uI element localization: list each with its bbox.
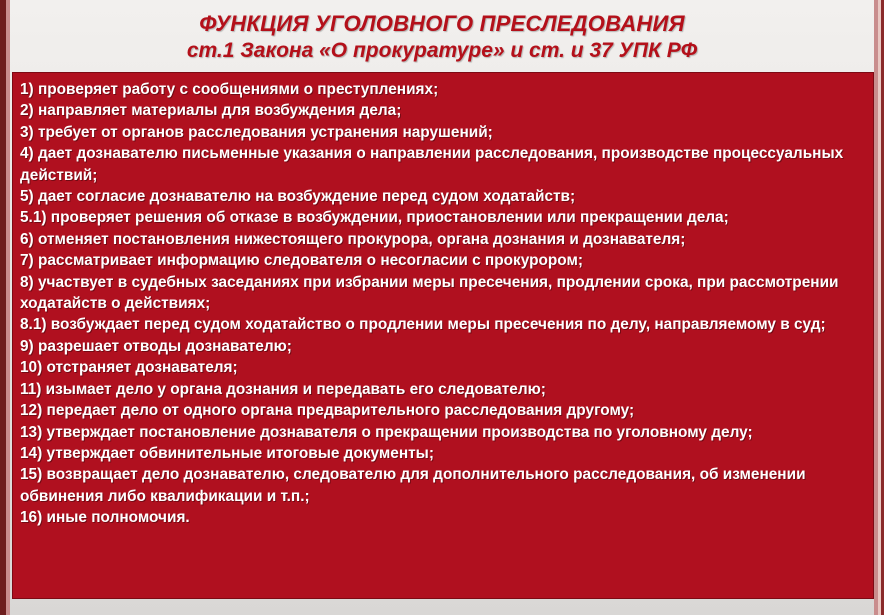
slide-header [10, 10, 874, 72]
list-item: 5) дает согласие дознавателю на возбуждение перед судом ходатайств; [20, 188, 576, 206]
slide-subtitle: ст.1 Закона «О прокуратуре» и ст. и 37 УПК РФ [186, 39, 698, 62]
list-item: 5.1) проверяет решения об отказе в возбуждении, приостановлении или прекращении дела; [20, 209, 729, 227]
list-item: 2) направляет материалы для возбуждения дела; [20, 102, 402, 120]
list-item: 4) дает дознавателю письменные указания о направлении расследования, производстве процессуальных действий; [20, 145, 844, 184]
slide-title: ФУНКЦИЯ УГОЛОВНОГО ПРЕСЛЕДОВАНИЯ [199, 11, 685, 36]
powers-list [12, 72, 874, 529]
list-item: 7) рассматривает информацию следователя о несогласии с прокурором; [20, 252, 584, 270]
list-item: 16) иные полномочия. [20, 509, 190, 527]
list-item: 3) требует от органов расследования устранения нарушений; [20, 123, 493, 141]
list-item: 8) участвует в судебных заседаниях при избрании меры пресечения, продлении срока, при рассмотрении ходатайств о действиях; [20, 273, 839, 313]
list-item: 13) утверждает постановление дознавателя о прекращении производства по уголовному делу; [20, 423, 753, 441]
list-item: 6) отменяет постановления нижестоящего прокурора, органа дознания и дознавателя; [20, 230, 686, 248]
slide [10, 0, 874, 615]
list-item: 10) отстраняет дознавателя; [20, 359, 238, 377]
content-panel [12, 72, 874, 599]
list-item: 9) разрешает отводы дознавателю; [20, 337, 292, 355]
list-item: 12) передает дело от одного органа предварительного расследования другому; [20, 402, 635, 420]
list-item: 8.1) возбуждает перед судом ходатайство о продлении меры пресечения по делу, направляемому в суд; [20, 316, 826, 334]
list-item: 15) возвращает дело дознавателю, следователю для дополнительного расследования, об изменении обвинения либо квалификации и т.п.; [20, 466, 806, 505]
list-item: 11) изымает дело у органа дознания и передавать его следователю; [20, 380, 546, 398]
list-item: 14) утверждает обвинительные итоговые документы; [20, 444, 434, 462]
list-item: 1) проверяет работу с сообщениями о преступлениях; [20, 81, 439, 98]
